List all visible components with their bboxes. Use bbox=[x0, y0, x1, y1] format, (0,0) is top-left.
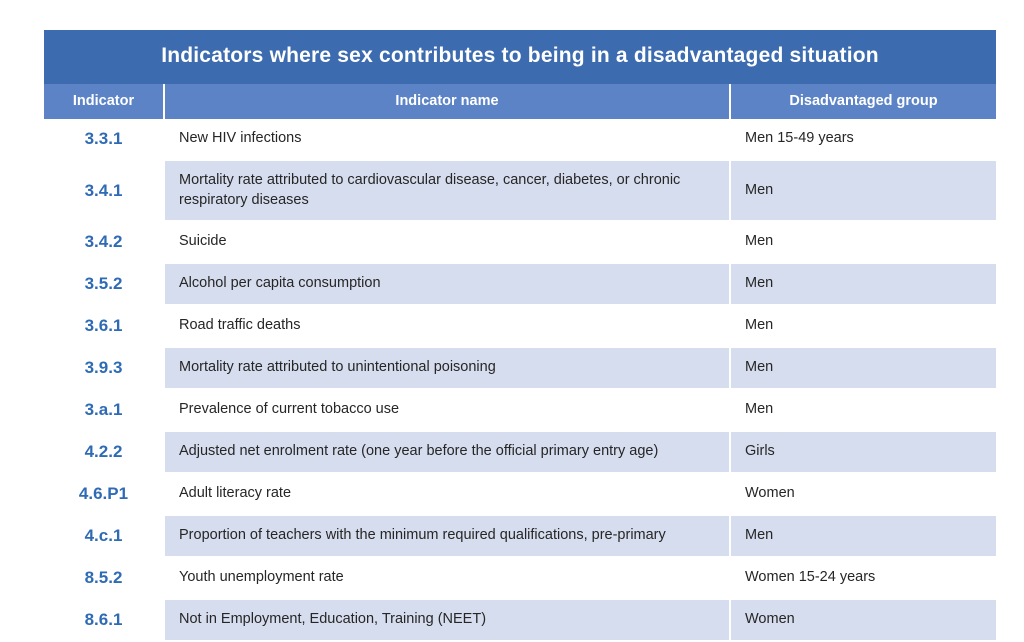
table-body bbox=[44, 119, 996, 641]
cell-disadvantaged-group: Women bbox=[730, 599, 996, 641]
column-header-disadvantaged-group: Disadvantaged group bbox=[730, 84, 996, 119]
table-header-row bbox=[44, 84, 996, 119]
table-row bbox=[44, 515, 996, 557]
cell-indicator-code: 8.5.2 bbox=[44, 557, 164, 599]
table-row bbox=[44, 347, 996, 389]
cell-indicator-code: 3.3.1 bbox=[44, 119, 164, 160]
cell-indicator-name: Alcohol per capita consumption bbox=[164, 263, 730, 305]
cell-indicator-code: 4.6.P1 bbox=[44, 473, 164, 515]
cell-indicator-code: 4.2.2 bbox=[44, 431, 164, 473]
table-row bbox=[44, 599, 996, 641]
cell-indicator-code: 3.9.3 bbox=[44, 347, 164, 389]
cell-disadvantaged-group: Men bbox=[730, 389, 996, 431]
cell-disadvantaged-group: Men bbox=[730, 221, 996, 263]
cell-indicator-name: Suicide bbox=[164, 221, 730, 263]
indicator-table bbox=[44, 30, 996, 642]
cell-indicator-code: 3.a.1 bbox=[44, 389, 164, 431]
cell-indicator-code: 3.5.2 bbox=[44, 263, 164, 305]
table-row bbox=[44, 119, 996, 160]
cell-indicator-name: Mortality rate attributed to unintentional poisoning bbox=[164, 347, 730, 389]
table-row bbox=[44, 473, 996, 515]
table-head bbox=[44, 30, 996, 119]
table-row bbox=[44, 305, 996, 347]
cell-disadvantaged-group: Men bbox=[730, 160, 996, 221]
cell-indicator-code: 3.4.2 bbox=[44, 221, 164, 263]
table-title: Indicators where sex contributes to being in a disadvantaged situation bbox=[44, 30, 996, 84]
cell-disadvantaged-group: Men bbox=[730, 347, 996, 389]
cell-indicator-name: Not in Employment, Education, Training (NEET) bbox=[164, 599, 730, 641]
cell-indicator-code: 4.c.1 bbox=[44, 515, 164, 557]
cell-indicator-name: Youth unemployment rate bbox=[164, 557, 730, 599]
table-row bbox=[44, 389, 996, 431]
cell-disadvantaged-group: Men bbox=[730, 263, 996, 305]
cell-indicator-name: Mortality rate attributed to cardiovascular disease, cancer, diabetes, or chronic respiratory diseases bbox=[164, 160, 730, 221]
column-header-indicator: Indicator bbox=[44, 84, 164, 119]
cell-indicator-name: Road traffic deaths bbox=[164, 305, 730, 347]
table-row bbox=[44, 221, 996, 263]
table-title-row bbox=[44, 30, 996, 84]
table-row bbox=[44, 160, 996, 221]
cell-disadvantaged-group: Men bbox=[730, 515, 996, 557]
cell-disadvantaged-group: Women 15-24 years bbox=[730, 557, 996, 599]
table-row bbox=[44, 557, 996, 599]
cell-indicator-name: Proportion of teachers with the minimum required qualifications, pre-primary bbox=[164, 515, 730, 557]
cell-indicator-name: Prevalence of current tobacco use bbox=[164, 389, 730, 431]
indicator-table-container bbox=[44, 30, 996, 642]
cell-indicator-name: Adult literacy rate bbox=[164, 473, 730, 515]
cell-indicator-code: 3.6.1 bbox=[44, 305, 164, 347]
cell-indicator-code: 8.6.1 bbox=[44, 599, 164, 641]
table-row bbox=[44, 263, 996, 305]
table-row bbox=[44, 431, 996, 473]
cell-indicator-code: 3.4.1 bbox=[44, 160, 164, 221]
cell-disadvantaged-group: Women bbox=[730, 473, 996, 515]
cell-disadvantaged-group: Girls bbox=[730, 431, 996, 473]
cell-disadvantaged-group: Men 15-49 years bbox=[730, 119, 996, 160]
cell-disadvantaged-group: Men bbox=[730, 305, 996, 347]
column-header-indicator-name: Indicator name bbox=[164, 84, 730, 119]
cell-indicator-name: New HIV infections bbox=[164, 119, 730, 160]
cell-indicator-name: Adjusted net enrolment rate (one year before the official primary entry age) bbox=[164, 431, 730, 473]
